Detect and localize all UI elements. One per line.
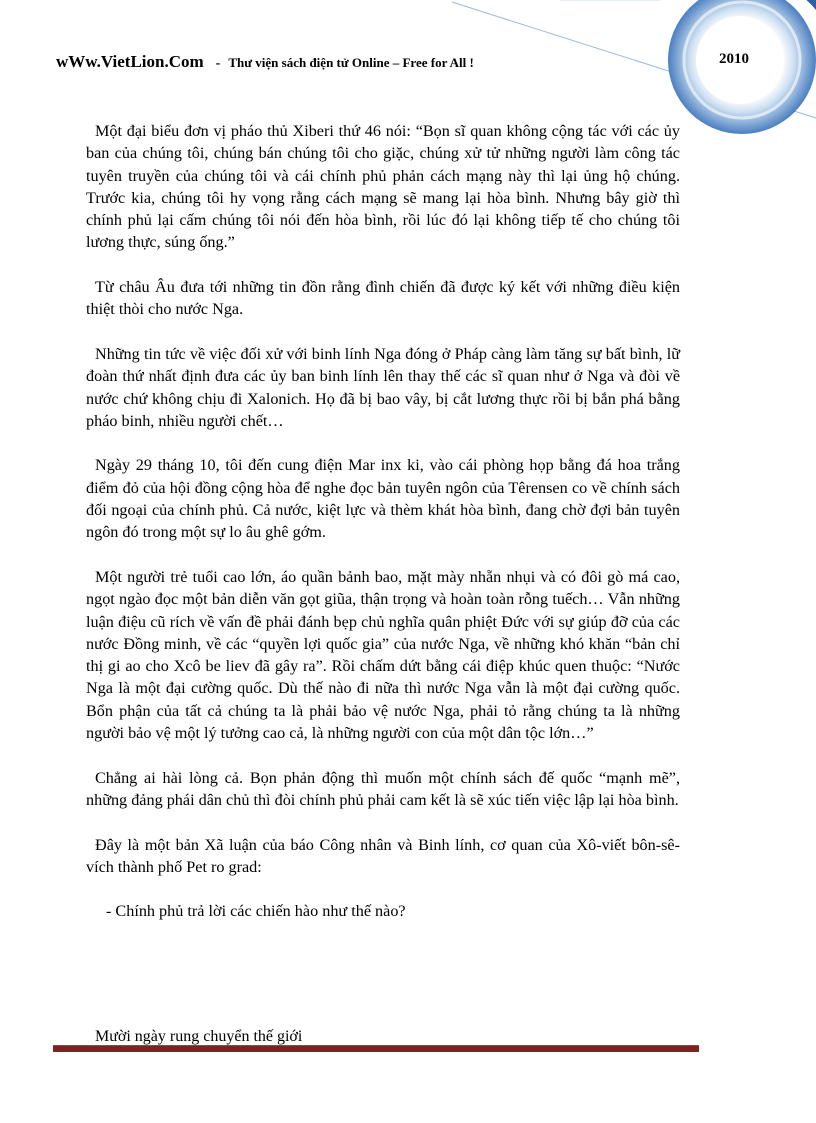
site-tagline: Thư viện sách điện tử Online – Free for All ! <box>228 55 474 70</box>
paragraph: Một người trẻ tuổi cao lớn, áo quần bảnh bao, mặt mày nhẵn nhụi và có đôi gò má cao, ngọt ngào đọc một bản diễn văn gọt giũa, thận trọng và hoàn toàn rỗng tuếch… Vẫn những luận điệu cũ rích về vấn đề phải đánh bẹp chủ nghĩa quân phiệt Đức với sự giúp đỡ của các nước Đồng minh, về các “quyền lợi quốc gia” của nước Nga, về những khó khăn “bản chỉ thị gi ao cho Xcô be liev đã gây ra”. Rồi chấm dứt bằng cái điệp khúc quen thuộc: “Nước Nga là một đại cường quốc. Dù thế nào đi nữa thì nước Nga vẫn là một đại cường quốc. Bổn phận của tất cả chúng ta là phải bảo vệ nước Nga, phải tỏ rằng chúng ta là những người bảo vệ một lý tưởng cao cả, là những người con của một dân tộc lớn…” <box>86 567 680 743</box>
site-header <box>56 52 474 72</box>
paragraph: Những tin tức về việc đối xử với binh lính Nga đóng ở Pháp càng làm tăng sự bất bình, lữ đoàn thứ nhất định đưa các ủy ban binh lính lên thay thế các sĩ quan như ở Nga và đòi về nước chứ không chịu đi Xalonich. Họ đã bị bao vây, bị cắt lương thực rồi bị bắn phá bằng pháo binh, nhiều người chết… <box>86 344 680 430</box>
footer-divider <box>53 1045 699 1052</box>
dialog-line: - Chính phủ trả lời các chiến hào như thế nào? <box>106 902 406 921</box>
year-badge: 2010 <box>719 51 749 67</box>
paragraph: Đây là một bản Xã luận của báo Công nhân và Binh lính, cơ quan của Xô-viết bôn-sê-vích thành phố Pet ro grad: <box>86 835 680 876</box>
header-separator: - <box>215 56 221 71</box>
page-body <box>86 120 680 923</box>
footer-book-title: Mười ngày rung chuyển thế giới <box>95 1028 303 1045</box>
paragraph: Chẳng ai hài lòng cả. Bọn phản động thì muốn một chính sách đế quốc “mạnh mẽ”, những đảng phái dân chủ thì đòi chính phủ phải cam kết là sẽ xúc tiến việc lập lại hòa bình. <box>86 768 680 809</box>
paragraph: Một đại biểu đơn vị pháo thủ Xiberi thứ 46 nói: “Bọn sĩ quan không cộng tác với các ủy ban của chúng tôi, chúng bán chúng tôi cho giặc, chúng xử tử những người làm công tác tuyên truyền của chúng tôi và cái chính phủ phản cách mạng này thì lại ủng hộ chúng. Trước kia, chúng tôi hy vọng rằng cách mạng sẽ mang lại hòa bình. Nhưng bây giờ thì chính phủ lại cấm chúng tôi nói đến hòa bình, rồi lúc đó lại không tiếp tế cho chúng tôi lương thực, súng ống.” <box>86 122 680 252</box>
paragraph: Ngày 29 tháng 10, tôi đến cung điện Mar inx ki, vào cái phòng họp bằng đá hoa trắng điểm đỏ của hội đồng cộng hòa để nghe đọc bản tuyên ngôn của Têrensen co về chính sách đối ngoại của chính phủ. Cả nước, kiệt lực và thèm khát hòa bình, đang chờ đợi bản tuyên ngôn đó trong một sự lo âu ghê gớm. <box>86 456 680 542</box>
paragraph: Từ châu Âu đưa tới những tin đồn rằng đình chiến đã được ký kết với những điều kiện thiệt thòi cho nước Nga. <box>86 278 680 319</box>
site-url: wWw.VietLion.Com <box>56 52 204 71</box>
